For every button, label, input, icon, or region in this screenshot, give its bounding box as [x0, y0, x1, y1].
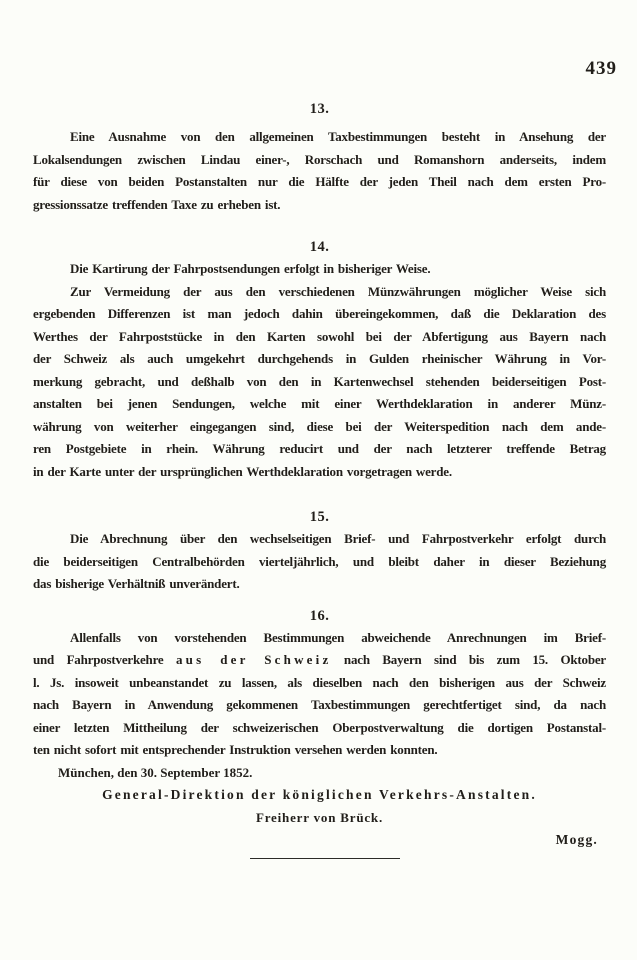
issuing-authority: General-Direktion der königlichen Verkehrs-Anstalten. [102, 787, 537, 802]
paragraph-line: Werthes der Fahrpoststücke in den Karten sowohl bei der Abfertigung aus Bayern nach [33, 328, 606, 344]
paragraph-line: für diese von beiden Postanstalten nur die Hälfte der jeden Theil nach dem ersten Pro- [33, 174, 606, 189]
paragraph-line: die beiderseitigen Centralbehörden vierteljährlich, und bleibt daher in dieser Beziehung [33, 553, 606, 569]
section-14-paragraph-1 [33, 258, 606, 281]
paragraph-line: Zur Vermeidung der aus den verschiedenen Münzwährungen möglicher Weise sich [70, 283, 606, 299]
paragraph-line: Die Abrechnung über den wechselseitigen Brief- und Fahrpostverkehr erfolgt durch [70, 531, 606, 546]
paragraph-line: ten nicht sofort mit entsprechender Instruktion versehen werden konnten. [33, 742, 438, 757]
section-15-paragraph [33, 528, 606, 596]
section-14-heading: 14. [309, 239, 330, 255]
paragraph-line: nach Bayern in Anwendung gekommenen Taxbestimmungen gerechtfertiget sind, da nach [33, 697, 606, 712]
paragraph-line: Eine Ausnahme von den allgemeinen Taxbestimmungen besteht in Ansehung der [70, 129, 606, 144]
paragraph-line: gressionssatze treffenden Taxe zu erheben ist. [33, 196, 281, 212]
paragraph-line-with-emphasis [33, 649, 606, 672]
section-13-heading: 13. [309, 101, 330, 117]
paragraph-line: l. Js. insoweit unbeanstandet zu lassen, als dieselben nach den bisherigen aus der Schweiz [33, 674, 606, 690]
section-16-heading: 16. [309, 607, 330, 624]
emphasized-phrase: aus der Schweiz [175, 652, 332, 667]
paragraph-line: währung von weiterher eingegangen sind, diese bei der Weiterspedition nach dem ande- [33, 418, 606, 434]
section-13-paragraph [33, 126, 606, 216]
countersignature: Mogg. [555, 832, 598, 847]
signature: Freiherr von Brück. [255, 809, 383, 825]
section-15-heading: 15. [309, 509, 330, 525]
paragraph-line: das bisherige Verhältniß unverändert. [33, 576, 240, 591]
paragraph-line: Lokalsendungen zwischen Lindau einer-, Rorschach und Romanshorn anderseits, indem [33, 151, 606, 167]
page-content [33, 0, 606, 859]
end-rule [250, 858, 400, 859]
dateline: München, den 30. September 1852. [58, 764, 253, 780]
paragraph-line: der Schweiz als auch umgekehrt durchgehends in Gulden rheinischer Währung in Vor- [33, 351, 606, 366]
line-segment: nach Bayern sind bis zum 15. Oktober [343, 652, 606, 667]
paragraph-line: Allenfalls von vorstehenden Bestimmungen abweichende Anrechnungen im Brief- [70, 629, 606, 645]
section-14-paragraph-2 [33, 281, 606, 484]
page-number: 439 [585, 58, 617, 79]
line-segment: und Fahrpostverkehre [33, 652, 164, 667]
paragraph-line: in der Karte unter der ursprünglichen Werthdeklaration vorgetragen werde. [33, 463, 452, 479]
paragraph-line: anstalten bei jenen Sendungen, welche mit einer Werthdeklaration in anderer Münz- [33, 396, 606, 411]
section-16-paragraph [33, 627, 606, 762]
paragraph-line: ren Postgebiete in rhein. Währung reducirt und der nach letzterer treffende Betrag [33, 441, 606, 456]
paragraph-line: einer letzten Mittheilung der schweizerischen Oberpostverwaltung die dortigen Postanstal- [33, 719, 606, 735]
paragraph-line: ergebenden Differenzen ist man jedoch dahin übereingekommen, daß die Deklaration des [33, 306, 606, 321]
paragraph-line: Die Kartirung der Fahrpostsendungen erfolgt in bisheriger Weise. [70, 261, 431, 276]
paragraph-line: merkung gebracht, und deßhalb von den in Kartenwechsel stehenden beiderseitigen Post- [33, 373, 606, 389]
